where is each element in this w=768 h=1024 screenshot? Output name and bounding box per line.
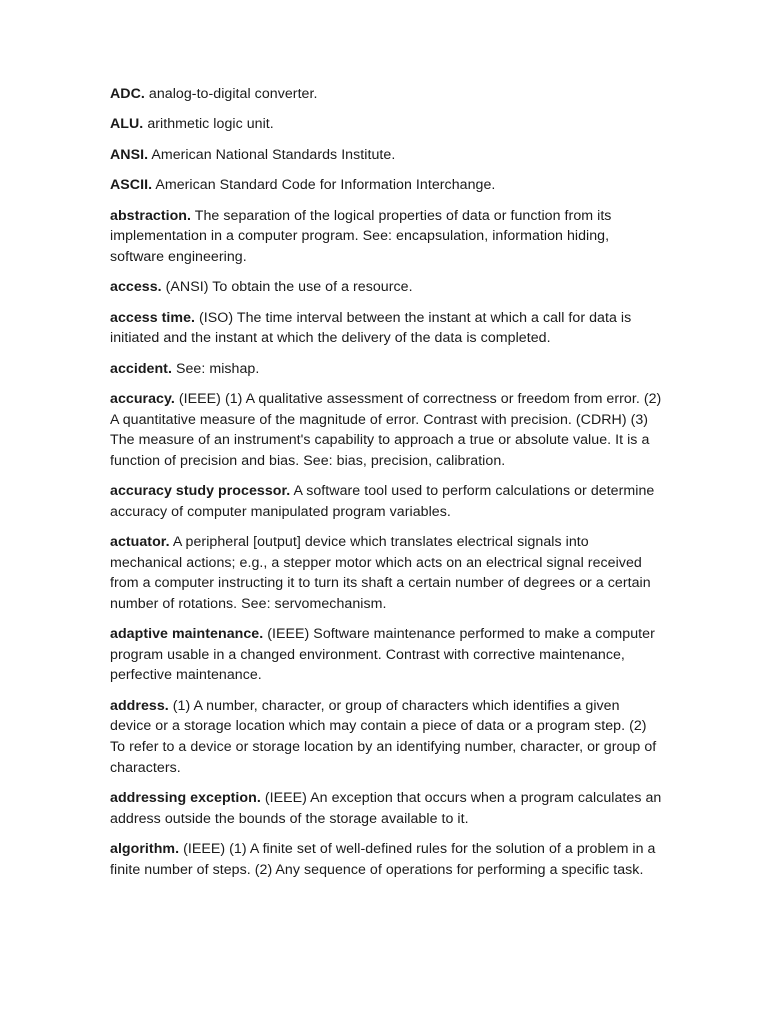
glossary-entry-access bbox=[110, 277, 662, 298]
glossary-entry-addressing-exception bbox=[110, 788, 662, 829]
glossary-page bbox=[110, 84, 662, 890]
glossary-term: accuracy study processor. bbox=[110, 483, 291, 500]
glossary-definition: (ANSI) To obtain the use of a resource. bbox=[165, 279, 413, 296]
glossary-term: abstraction. bbox=[110, 207, 192, 224]
glossary-definition: (ISO) The time interval between the instant at which a call for data is initiated and the instant at which the delivery of the data is completed. bbox=[110, 309, 632, 347]
glossary-term: adaptive maintenance. bbox=[110, 626, 264, 643]
glossary-entry-adc bbox=[110, 84, 662, 105]
glossary-term: ASCII. bbox=[110, 177, 153, 194]
glossary-entry-accuracy-study-processor bbox=[110, 481, 662, 522]
glossary-entry-algorithm bbox=[110, 839, 662, 880]
glossary-entry-adaptive-maintenance bbox=[110, 624, 662, 686]
glossary-term: algorithm. bbox=[110, 840, 180, 857]
glossary-definition: (1) A number, character, or group of characters which identifies a given device or a storage location which may contain a piece of data or a program step. (2) To refer to a device or storage location by an identifying number, character, or group of characters. bbox=[110, 697, 657, 776]
glossary-term: addressing exception. bbox=[110, 789, 261, 806]
glossary-term: address. bbox=[110, 697, 169, 714]
glossary-entry-abstraction bbox=[110, 206, 662, 268]
glossary-entry-actuator bbox=[110, 532, 662, 614]
glossary-entry-ansi bbox=[110, 145, 662, 166]
glossary-entry-accuracy bbox=[110, 389, 662, 471]
glossary-term: ANSI. bbox=[110, 146, 149, 163]
glossary-definition: (IEEE) (1) A finite set of well-defined rules for the solution of a problem in a finite number of steps. (2) Any sequence of operations for performing a specific task. bbox=[110, 840, 656, 878]
glossary-term: access. bbox=[110, 279, 162, 296]
glossary-entry-alu bbox=[110, 114, 662, 135]
glossary-term: actuator. bbox=[110, 534, 170, 551]
glossary-definition: (IEEE) (1) A qualitative assessment of correctness or freedom from error. (2) A quantitative measure of the magnitude of error. Contrast with precision. (CDRH) (3) The measure of an instrument's capability to approach a true or absolute value. It is a function of precision and bias. See: bias, precision, calibration. bbox=[110, 390, 662, 469]
glossary-entry-access-time bbox=[110, 308, 662, 349]
glossary-entry-address bbox=[110, 696, 662, 778]
glossary-definition: The separation of the logical properties of data or function from its implementation in a computer program. See: encapsulation, information hiding, software engineering. bbox=[110, 207, 612, 265]
glossary-definition: A peripheral [output] device which translates electrical signals into mechanical actions; e.g., a stepper motor which acts on an electrical signal received from a computer instructing it to turn its shaft a certain number of degrees or a certain number of rotations. See: servomechanism. bbox=[110, 534, 651, 612]
glossary-term: ADC. bbox=[110, 86, 145, 102]
glossary-term: accident. bbox=[110, 360, 172, 377]
glossary-definition: See: mishap. bbox=[175, 360, 260, 377]
glossary-definition: analog-to-digital converter. bbox=[148, 86, 318, 102]
glossary-definition: arithmetic logic unit. bbox=[147, 116, 274, 133]
glossary-entry-ascii bbox=[110, 175, 662, 196]
glossary-entry-accident bbox=[110, 359, 662, 380]
glossary-term: access time. bbox=[110, 309, 195, 326]
glossary-definition: American National Standards Institute. bbox=[151, 146, 396, 163]
glossary-definition: American Standard Code for Information Interchange. bbox=[155, 177, 496, 194]
glossary-definition: (IEEE) An exception that occurs when a program calculates an address outside the bounds of the storage available to it. bbox=[110, 789, 662, 827]
glossary-definition: A software tool used to perform calculations or determine accuracy of computer manipulated program variables. bbox=[110, 483, 655, 520]
glossary-term: ALU. bbox=[110, 116, 144, 133]
glossary-term: accuracy. bbox=[110, 390, 175, 407]
glossary-definition: (IEEE) Software maintenance performed to make a computer program usable in a changed environment. Contrast with corrective maintenance, perfective maintenance. bbox=[110, 626, 655, 684]
